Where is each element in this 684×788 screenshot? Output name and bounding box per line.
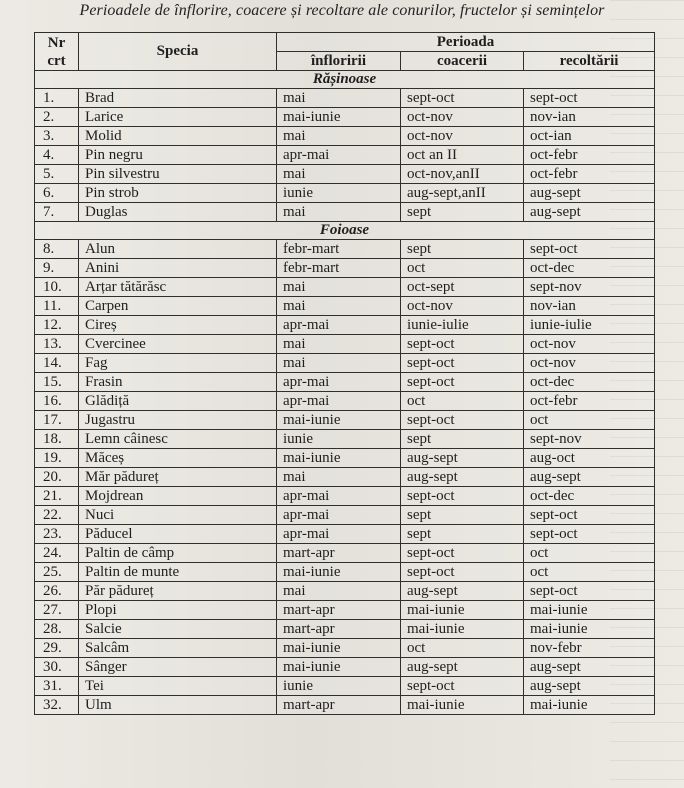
row-number-cell: 19.: [35, 449, 79, 468]
flowering-maturation-harvest-table: [34, 32, 655, 715]
row-number-cell: 6.: [35, 184, 79, 203]
species-cell: Paltin de munte: [79, 563, 277, 582]
harvest-cell: oct-ian: [524, 127, 655, 146]
table-row: [35, 601, 655, 620]
species-cell: Lemn câinesc: [79, 430, 277, 449]
table-row: [35, 658, 655, 677]
species-cell: Glădiță: [79, 392, 277, 411]
flowering-cell: mai-iunie: [277, 108, 401, 127]
flowering-cell: febr-mart: [277, 259, 401, 278]
table-row: [35, 677, 655, 696]
maturation-cell: sept: [401, 430, 524, 449]
table-row: [35, 525, 655, 544]
section-row: [35, 71, 655, 89]
table-row: [35, 278, 655, 297]
row-number-cell: 1.: [35, 89, 79, 108]
flowering-cell: apr-mai: [277, 146, 401, 165]
row-number-cell: 8.: [35, 240, 79, 259]
species-cell: Ulm: [79, 696, 277, 715]
flowering-cell: mai: [277, 297, 401, 316]
maturation-cell: sept-oct: [401, 544, 524, 563]
maturation-cell: aug-sept,anII: [401, 184, 524, 203]
species-cell: Mojdrean: [79, 487, 277, 506]
recoltare-header: recoltării: [524, 52, 655, 71]
harvest-cell: oct-dec: [524, 259, 655, 278]
harvest-cell: oct-nov: [524, 354, 655, 373]
harvest-cell: sept-nov: [524, 278, 655, 297]
row-number-cell: 2.: [35, 108, 79, 127]
row-number-cell: 24.: [35, 544, 79, 563]
harvest-cell: sept-oct: [524, 582, 655, 601]
harvest-cell: sept-oct: [524, 240, 655, 259]
table-row: [35, 335, 655, 354]
flowering-cell: mai: [277, 468, 401, 487]
species-cell: Păr pădureț: [79, 582, 277, 601]
specia-header: Specia: [79, 33, 277, 71]
flowering-cell: mart-apr: [277, 696, 401, 715]
flowering-cell: iunie: [277, 430, 401, 449]
table-row: [35, 620, 655, 639]
maturation-cell: sept: [401, 203, 524, 222]
maturation-cell: sept: [401, 240, 524, 259]
table-row: [35, 373, 655, 392]
maturation-cell: oct-nov: [401, 108, 524, 127]
maturation-cell: mai-iunie: [401, 696, 524, 715]
table-row: [35, 316, 655, 335]
row-number-cell: 10.: [35, 278, 79, 297]
table-row: [35, 487, 655, 506]
maturation-cell: mai-iunie: [401, 601, 524, 620]
row-number-cell: 7.: [35, 203, 79, 222]
table-row: [35, 392, 655, 411]
species-cell: Carpen: [79, 297, 277, 316]
species-cell: Salcie: [79, 620, 277, 639]
table-body: [35, 71, 655, 715]
maturation-cell: oct: [401, 259, 524, 278]
flowering-cell: apr-mai: [277, 373, 401, 392]
flowering-cell: iunie: [277, 677, 401, 696]
harvest-cell: oct-febr: [524, 165, 655, 184]
harvest-cell: mai-iunie: [524, 620, 655, 639]
table-row: [35, 259, 655, 278]
flowering-cell: mai: [277, 89, 401, 108]
table-row: [35, 108, 655, 127]
flowering-cell: mai-iunie: [277, 639, 401, 658]
row-number-cell: 22.: [35, 506, 79, 525]
section-row: [35, 222, 655, 240]
table-row: [35, 696, 655, 715]
flowering-cell: iunie: [277, 184, 401, 203]
maturation-cell: aug-sept: [401, 468, 524, 487]
header-row-1: [35, 33, 655, 52]
table-row: [35, 297, 655, 316]
flowering-cell: mart-apr: [277, 544, 401, 563]
maturation-cell: mai-iunie: [401, 620, 524, 639]
harvest-cell: sept-nov: [524, 430, 655, 449]
row-number-cell: 25.: [35, 563, 79, 582]
maturation-cell: oct: [401, 392, 524, 411]
flowering-cell: mai: [277, 278, 401, 297]
harvest-cell: aug-sept: [524, 658, 655, 677]
table-row: [35, 506, 655, 525]
harvest-cell: aug-sept: [524, 677, 655, 696]
table-row: [35, 639, 655, 658]
perioada-header: Perioada: [277, 33, 655, 52]
harvest-cell: oct: [524, 563, 655, 582]
nr-crt-header: [35, 33, 79, 71]
flowering-cell: apr-mai: [277, 487, 401, 506]
harvest-cell: nov-febr: [524, 639, 655, 658]
table-row: [35, 89, 655, 108]
table-row: [35, 127, 655, 146]
table-row: [35, 563, 655, 582]
maturation-cell: sept-oct: [401, 89, 524, 108]
harvest-cell: oct: [524, 544, 655, 563]
maturation-cell: oct: [401, 639, 524, 658]
species-cell: Păducel: [79, 525, 277, 544]
table-row: [35, 430, 655, 449]
species-cell: Pin silvestru: [79, 165, 277, 184]
harvest-cell: oct-nov: [524, 335, 655, 354]
flowering-cell: mai: [277, 354, 401, 373]
flowering-cell: apr-mai: [277, 316, 401, 335]
table-row: [35, 468, 655, 487]
flowering-cell: mart-apr: [277, 620, 401, 639]
flowering-cell: mart-apr: [277, 601, 401, 620]
row-number-cell: 32.: [35, 696, 79, 715]
species-cell: Fag: [79, 354, 277, 373]
maturation-cell: oct an II: [401, 146, 524, 165]
maturation-cell: sept-oct: [401, 354, 524, 373]
harvest-cell: sept-oct: [524, 89, 655, 108]
species-cell: Alun: [79, 240, 277, 259]
flowering-cell: mai: [277, 165, 401, 184]
species-cell: Brad: [79, 89, 277, 108]
maturation-cell: sept: [401, 525, 524, 544]
harvest-cell: oct-dec: [524, 487, 655, 506]
nr-header-line-2: crt: [47, 53, 66, 69]
row-number-cell: 29.: [35, 639, 79, 658]
harvest-cell: nov-ian: [524, 108, 655, 127]
species-cell: Molid: [79, 127, 277, 146]
species-cell: Sânger: [79, 658, 277, 677]
species-cell: Măr pădureț: [79, 468, 277, 487]
flowering-cell: mai-iunie: [277, 411, 401, 430]
flowering-cell: febr-mart: [277, 240, 401, 259]
row-number-cell: 27.: [35, 601, 79, 620]
row-number-cell: 17.: [35, 411, 79, 430]
row-number-cell: 31.: [35, 677, 79, 696]
species-cell: Frasin: [79, 373, 277, 392]
harvest-cell: oct-febr: [524, 146, 655, 165]
row-number-cell: 5.: [35, 165, 79, 184]
maturation-cell: oct-nov,anII: [401, 165, 524, 184]
flowering-cell: apr-mai: [277, 392, 401, 411]
maturation-cell: oct-nov: [401, 127, 524, 146]
table-caption: Perioadele de înflorire, coacere și recoltare ale conurilor, fructelor și semințelor: [79, 2, 605, 19]
species-cell: Pin negru: [79, 146, 277, 165]
harvest-cell: nov-ian: [524, 297, 655, 316]
flowering-cell: mai-iunie: [277, 449, 401, 468]
harvest-cell: mai-iunie: [524, 696, 655, 715]
row-number-cell: 16.: [35, 392, 79, 411]
species-cell: Plopi: [79, 601, 277, 620]
flowering-cell: mai: [277, 203, 401, 222]
species-cell: Salcâm: [79, 639, 277, 658]
species-cell: Nuci: [79, 506, 277, 525]
nr-header-line-1: Nr: [47, 35, 66, 51]
maturation-cell: sept-oct: [401, 677, 524, 696]
table-row: [35, 582, 655, 601]
row-number-cell: 30.: [35, 658, 79, 677]
row-number-cell: 9.: [35, 259, 79, 278]
flowering-cell: mai: [277, 127, 401, 146]
table-row: [35, 411, 655, 430]
species-cell: Tei: [79, 677, 277, 696]
row-number-cell: 21.: [35, 487, 79, 506]
species-cell: Paltin de câmp: [79, 544, 277, 563]
coacere-header: coacerii: [401, 52, 524, 71]
species-cell: Jugastru: [79, 411, 277, 430]
row-number-cell: 28.: [35, 620, 79, 639]
maturation-cell: sept: [401, 506, 524, 525]
inflorire-header: înfloririi: [277, 52, 401, 71]
table-row: [35, 544, 655, 563]
row-number-cell: 15.: [35, 373, 79, 392]
flowering-cell: mai-iunie: [277, 658, 401, 677]
flowering-cell: mai-iunie: [277, 563, 401, 582]
flowering-cell: mai: [277, 335, 401, 354]
row-number-cell: 20.: [35, 468, 79, 487]
maturation-cell: aug-sept: [401, 582, 524, 601]
harvest-cell: aug-sept: [524, 203, 655, 222]
species-cell: Anini: [79, 259, 277, 278]
maturation-cell: aug-sept: [401, 658, 524, 677]
table-row: [35, 146, 655, 165]
harvest-cell: oct-dec: [524, 373, 655, 392]
row-number-cell: 4.: [35, 146, 79, 165]
maturation-cell: oct-sept: [401, 278, 524, 297]
species-cell: Larice: [79, 108, 277, 127]
species-cell: Măceș: [79, 449, 277, 468]
row-number-cell: 11.: [35, 297, 79, 316]
species-cell: Cireș: [79, 316, 277, 335]
maturation-cell: sept-oct: [401, 563, 524, 582]
maturation-cell: iunie-iulie: [401, 316, 524, 335]
maturation-cell: sept-oct: [401, 373, 524, 392]
harvest-cell: oct: [524, 411, 655, 430]
row-number-cell: 12.: [35, 316, 79, 335]
maturation-cell: sept-oct: [401, 487, 524, 506]
flowering-cell: apr-mai: [277, 506, 401, 525]
section-title: Rășinoase: [35, 71, 655, 89]
table-row: [35, 449, 655, 468]
section-title: Foioase: [35, 222, 655, 240]
harvest-cell: mai-iunie: [524, 601, 655, 620]
row-number-cell: 13.: [35, 335, 79, 354]
row-number-cell: 18.: [35, 430, 79, 449]
flowering-cell: apr-mai: [277, 525, 401, 544]
species-cell: Arțar tătărăsc: [79, 278, 277, 297]
table-row: [35, 240, 655, 259]
maturation-cell: sept-oct: [401, 335, 524, 354]
harvest-cell: aug-sept: [524, 184, 655, 203]
harvest-cell: iunie-iulie: [524, 316, 655, 335]
species-cell: Cvercinee: [79, 335, 277, 354]
harvest-cell: oct-febr: [524, 392, 655, 411]
species-cell: Duglas: [79, 203, 277, 222]
table-row: [35, 184, 655, 203]
row-number-cell: 14.: [35, 354, 79, 373]
species-cell: Pin strob: [79, 184, 277, 203]
maturation-cell: aug-sept: [401, 449, 524, 468]
harvest-cell: aug-oct: [524, 449, 655, 468]
harvest-cell: aug-sept: [524, 468, 655, 487]
maturation-cell: oct-nov: [401, 297, 524, 316]
table-row: [35, 203, 655, 222]
table-row: [35, 165, 655, 184]
harvest-cell: sept-oct: [524, 506, 655, 525]
harvest-cell: sept-oct: [524, 525, 655, 544]
row-number-cell: 3.: [35, 127, 79, 146]
flowering-cell: mai: [277, 582, 401, 601]
maturation-cell: sept-oct: [401, 411, 524, 430]
table-row: [35, 354, 655, 373]
row-number-cell: 23.: [35, 525, 79, 544]
row-number-cell: 26.: [35, 582, 79, 601]
